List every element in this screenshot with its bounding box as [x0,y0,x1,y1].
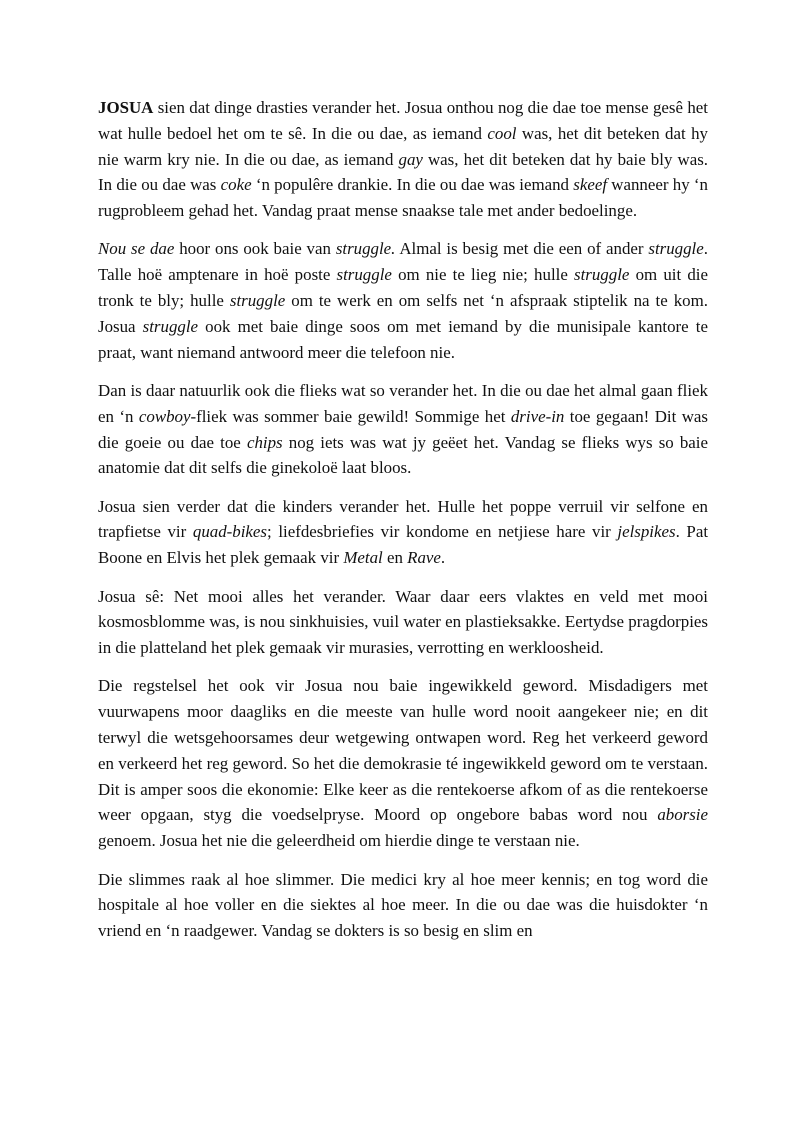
italic-term-struggle: struggle [142,316,199,336]
text-run: -fliek was sommer baie gewild! Sommige het [190,406,511,426]
text-run: sien dat dinge drasties verander het. Josua onthou nog die dae toe mense gesê het wat hulle bedoel het om te sê. In die ou dae, as iemand [98,98,708,143]
paragraph-7 [98,867,708,944]
italic-term-struggle: struggle [229,291,286,311]
text-run: en [382,548,408,568]
text-run: Die slimmes raak al hoe slimmer. Die medici kry al hoe meer kennis; en tog word die hospitale al hoe voller en die siektes al hoe meer. In die ou dae was die huisdokter ‘n vriend en ‘n raadgewer. Vandag se dokters is so besig en slim en [98,869,708,941]
italic-term-nou-se-dae: Nou se dae [98,239,175,259]
italic-term-cool: cool [487,123,517,143]
text-run: hoor ons ook baie van [174,239,336,259]
italic-term-aborsie: aborsie [657,805,708,825]
text-run: toe gegaan! Dit was die goeie ou dae toe [98,406,708,452]
text-run: was, het dit beteken dat hy baie bly was. In die ou dae was [98,149,708,195]
text-run: . Pat Boone en Elvis het plek gemaak vir [98,522,709,568]
paragraph-4 [98,494,708,571]
text-run: ; liefdesbriefies vir kondome en netjiese hare vir [267,522,618,542]
italic-term-drive-in: drive-in [510,406,565,426]
text-run: genoem. Josua het nie die geleerdheid om hierdie dinge te verstaan nie. [98,831,580,851]
text-run: Almal is besig met die een of ander [395,239,649,259]
paragraph-2 [98,236,708,365]
italic-term-gay: gay [398,149,423,169]
text-run: nog iets was wat jy geëet het. Vandag se flieks wys so baie anatomie dat dit selfs die ginekoloë laat bloos. [98,432,708,478]
italic-term-jelspikes: jelspikes [617,522,676,542]
text-run: was, het dit beteken dat hy nie warm kry nie. In die ou dae, as iemand [98,123,709,169]
italic-term-struggle: struggle [336,265,392,285]
italic-term-coke: coke [220,175,252,195]
paragraph-3 [98,378,708,481]
text-run: Die regstelsel het ook vir Josua nou baie ingewikkeld geword. Misdadigers met vuurwapens moor daagliks en die meeste van hulle word nooit aangekeer nie; en dit terwyl die wetsgehoorsames deur wetgewing ontwapen word. Reg het verkeerd geword en verkeerd het reg geword. So het die demokrasie té ingewikkeld geword om te verstaan. Dit is amper soos die ekonomie: Elke keer as die rentekoerse afkom of as die rentekoerse weer opgaan, styg die voedselpryse. Moord op ongebore babas word nou [98,676,708,825]
document-page [98,95,708,956]
text-run: om te werk en om selfs net ‘n afspraak stiptelik na te kom. Josua [98,291,708,336]
text-run: ‘n populêre drankie. In die ou dae was iemand [251,175,574,195]
text-run: om nie te lieg nie; hulle [391,265,575,285]
italic-term-quad-bikes: quad-bikes [192,522,267,542]
paragraph-1 [98,95,708,224]
italic-term-chips: chips [246,432,283,452]
text-run: ook met baie dinge soos om met iemand by die munisipale kantore te praat, want niemand antwoord meer die telefoon nie. [98,316,708,362]
text-run: om uit die tronk te bly; hulle [98,265,708,311]
italic-term-skeef: skeef [573,175,608,195]
text-run: wanneer hy ‘n rugprobleem gehad het. Vandag praat mense snaakse tale met ander bedoelinge. [98,175,708,221]
text-run: Dan is daar natuurlik ook die flieks wat so verander het. In die ou dae het almal gaan fliek en ‘n [98,380,708,426]
italic-term-struggle: struggle [574,265,630,285]
italic-term-struggle: struggle. [335,239,396,259]
text-run: . [440,548,446,568]
paragraph-5 [98,584,708,661]
italic-term-rave: Rave [407,548,441,568]
lead-word-josua: JOSUA [98,98,154,117]
italic-term-struggle: struggle [648,239,704,259]
text-run: Josua sien verder dat die kinders verander het. Hulle het poppe verruil vir selfone en trapfietse vir [98,496,708,542]
paragraph-6 [98,673,708,854]
italic-term-metal: Metal [343,548,383,568]
text-run: Josua sê: Net mooi alles het verander. Waar daar eers vlaktes en veld met mooi kosmosblomme was, is nou sinkhuisies, vuil water en plastieksakke. Eertydse pragdorpies in die platteland het plek gemaak vir murasies, verrotting en werkloosheid. [98,586,708,658]
italic-term-cowboy: cowboy [138,406,191,426]
text-run: . Talle hoë amptenare in hoë poste [98,239,708,285]
